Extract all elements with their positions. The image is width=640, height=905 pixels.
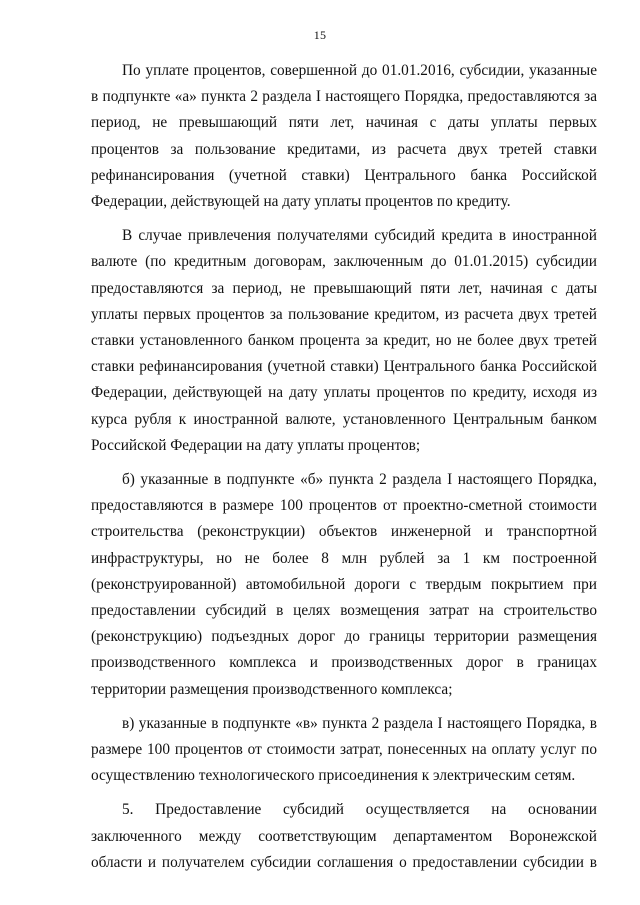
paragraph-interest-payment-before-2016: По уплате процентов, совершенной до 01.01.2016, субсидии, указанные в подпункте «а» пункта 2 раздела I настоящего Порядка, предоставляются за период, не превышающий пяти лет, начиная с даты уплаты первых процентов за пользование кредитами, из расчета двух третей ставки рефинансирования (учетной ставки) Центрального банка Российской Федерации, действующей на дату уплаты процентов по кредиту. — [91, 62, 597, 211]
paragraph-foreign-currency-credit: В случае привлечения получателями субсидий кредита в иностранной валюте (по кредитным договорам, заключенным до 01.01.2015) субсидии предоставляются за период, не превышающий пяти лет, начиная с даты уплаты первых процентов за пользование кредитом, из расчета двух третей ставки установленного банком процента за кредит, но не более двух третей ставки рефинансирования (учетной ставки) Центрального банка Российской Федерации, действующей на дату уплаты процентов по кредиту, исходя из курса рубля к иностранной валюте, установленного Центральным банком Российской Федерации на дату уплаты процентов; — [91, 227, 597, 454]
document-body — [91, 58, 597, 876]
paragraph-5-subsidy-agreement: 5. Предоставление субсидий осуществляется на основании заключенного между соответствующим департаментом Воронежской области и получателем субсидии соглашения о предоставлении субсидии в — [91, 801, 597, 871]
paragraph-item-v-grid-connection: в) указанные в подпункте «в» пункта 2 раздела I настоящего Порядка, в размере 100 процентов от стоимости затрат, понесенных на оплату услуг по осуществлению технологического присоединения к электрическим сетям. — [91, 714, 597, 785]
paragraph-item-b-infrastructure: б) указанные в подпункте «б» пункта 2 раздела I настоящего Порядка, предоставляются в размере 100 процентов от проектно-сметной стоимости строительства (реконструкции) объектов инженерной и транспортной инфраструктуры, но не более 8 млн рублей за 1 км построенной (реконструированной) автомобильной дороги с твердым покрытием при предоставлении субсидий в целях возмещения затрат на строительство (реконструкцию) подъездных дорог до границы территории размещения производственного комплекса и производственных дорог в границах территории размещения производственного комплекса; — [91, 471, 597, 698]
page-number: 15 — [313, 28, 327, 42]
